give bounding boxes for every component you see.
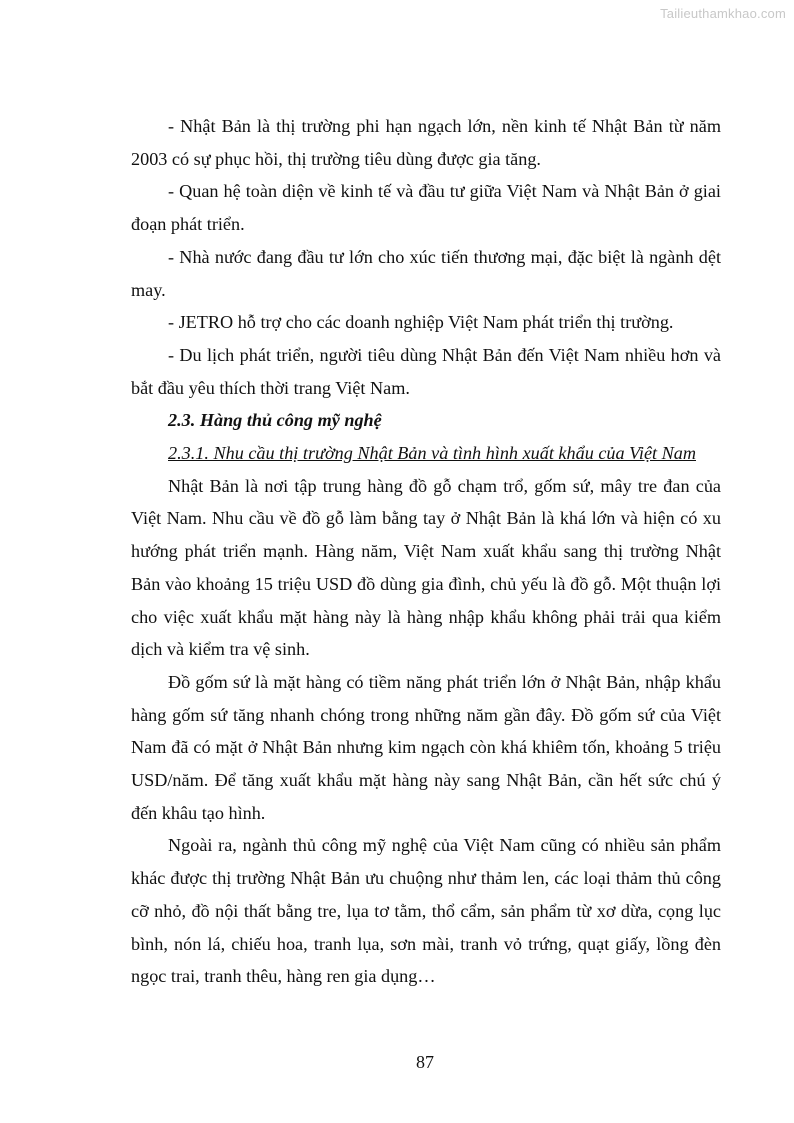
bullet-paragraph: - Nhật Bản là thị trường phi hạn ngạch lớn, nền kinh tế Nhật Bản từ năm 2003 có sự phục hồi, thị trường tiêu dùng được gia tăng. bbox=[131, 116, 721, 169]
bullet-paragraph: - JETRO hỗ trợ cho các doanh nghiệp Việt Nam phát triển thị trường. bbox=[168, 312, 674, 333]
bullet-paragraph: - Nhà nước đang đầu tư lớn cho xúc tiến thương mại, đặc biệt là ngành dệt may. bbox=[131, 246, 721, 300]
body-paragraph: Đồ gốm sứ là mặt hàng có tiềm năng phát triển lớn ở Nhật Bản, nhập khẩu hàng gốm sứ tăng nhanh chóng trong những năm gần đây. Đồ gốm sứ của Việt Nam đã có mặt ở Nhật Bản nhưng kim ngạch còn khá khiêm tốn, khoảng 5 triệu USD/năm. Để tăng xuất khẩu mặt hàng này sang Nhật Bản, cần hết sức chú ý đến khâu tạo hình. bbox=[131, 671, 721, 823]
bullet-paragraph: - Du lịch phát triển, người tiêu dùng Nhật Bản đến Việt Nam nhiều hơn và bắt đầu yêu thích thời trang Việt Nam. bbox=[131, 344, 721, 398]
bullet-paragraph: - Quan hệ toàn diện về kinh tế và đầu tư giữa Việt Nam và Nhật Bản ở giai đoạn phát triển. bbox=[131, 181, 721, 235]
body-paragraph: Ngoài ra, ngành thủ công mỹ nghệ của Việt Nam cũng có nhiều sản phẩm khác được thị trường Nhật Bản ưu chuộng như thảm len, các loại thảm thủ công cỡ nhỏ, đồ nội thất bằng tre, lụa tơ tằm, thổ cẩm, sản phẩm từ xơ dừa, cọng lục bình, nón lá, chiếu hoa, tranh lụa, sơn mài, tranh vỏ trứng, quạt giấy, lồng đèn ngọc trai, tranh thêu, hàng ren gia dụng… bbox=[131, 835, 721, 987]
subsection-heading: 2.3.1. Nhu cầu thị trường Nhật Bản và tình hình xuất khẩu của Việt Nam bbox=[168, 443, 696, 464]
watermark: Tailieuthamkhao.com bbox=[660, 6, 786, 21]
document-body bbox=[131, 110, 721, 993]
body-paragraph: Nhật Bản là nơi tập trung hàng đồ gỗ chạm trổ, gốm sứ, mây tre đan của Việt Nam. Nhu cầu về đồ gỗ làm bằng tay ở Nhật Bản là khá lớn và hiện có xu hướng phát triển mạnh. Hàng năm, Việt Nam xuất khẩu sang thị trường Nhật Bản vào khoảng 15 triệu USD đồ dùng gia đình, chủ yếu là đồ gỗ. Một thuận lợi cho việc xuất khẩu mặt hàng này là hàng nhập khẩu không phải trải qua kiểm dịch và kiểm tra vệ sinh. bbox=[131, 475, 721, 660]
section-heading: 2.3. Hàng thủ công mỹ nghệ bbox=[168, 410, 382, 431]
page-number: 87 bbox=[416, 1052, 434, 1072]
